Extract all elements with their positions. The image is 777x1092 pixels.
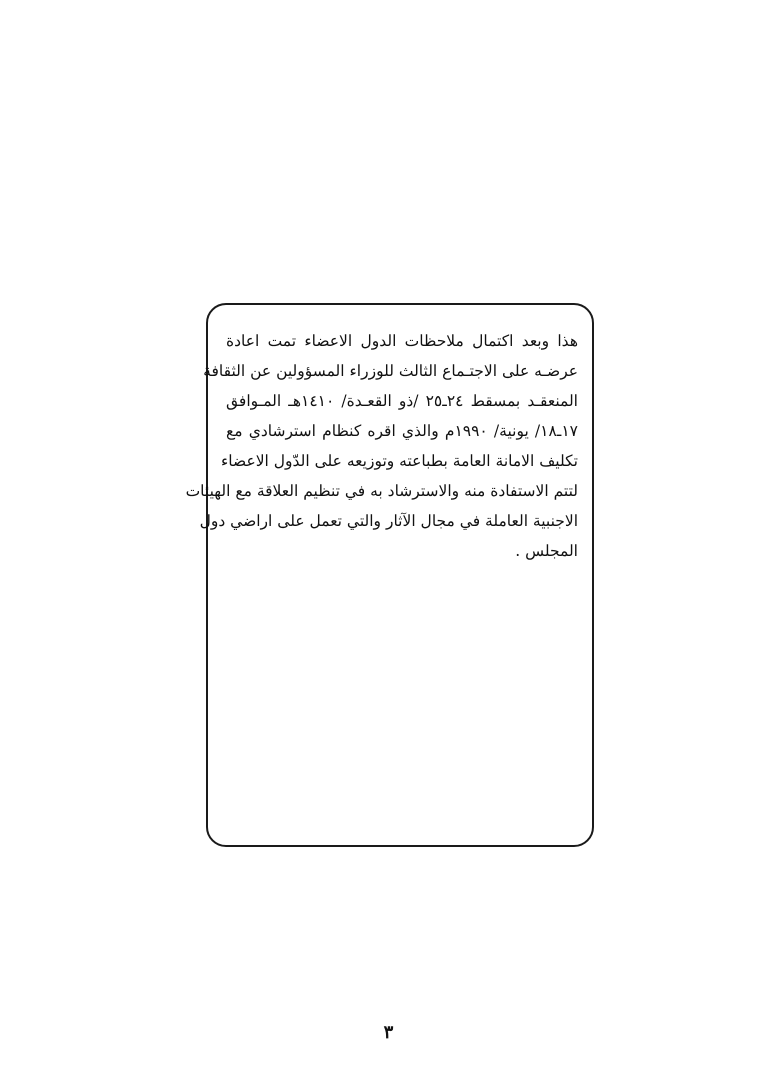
paragraph-line: تكليف الامانة العامة بطباعته وتوزيعه على الدّول الاعضاء xyxy=(221,452,578,470)
paragraph-line: الاجنبية العاملة في مجال الآثار والتي تعمل على اراضي دول xyxy=(199,512,578,530)
paragraph-line: المنعقـد بمسقط ٢٤ـ٢٥ /ذو القعـدة/ ١٤١٠هـ المـوافق xyxy=(226,392,578,410)
paragraph-line: عرضـه على الاجتـماع الثالث للوزراء المسؤولين عن الثقافة xyxy=(203,362,578,380)
page-number: ٣ xyxy=(383,1022,394,1043)
paragraph-line: ١٧ـ١٨/ يونية/ ١٩٩٠م والذي اقره كنظام استرشادي مع xyxy=(226,422,578,440)
paragraph-line: هذا وبعد اكتمال ملاحظات الدول الاعضاء تمت اعادة xyxy=(226,332,578,350)
paragraph xyxy=(185,326,578,566)
paragraph-line: المجلس . xyxy=(515,542,578,560)
paragraph-line: لتتم الاستفادة منه والاسترشاد به في تنظيم العلاقة مع الهيئات xyxy=(185,482,578,500)
